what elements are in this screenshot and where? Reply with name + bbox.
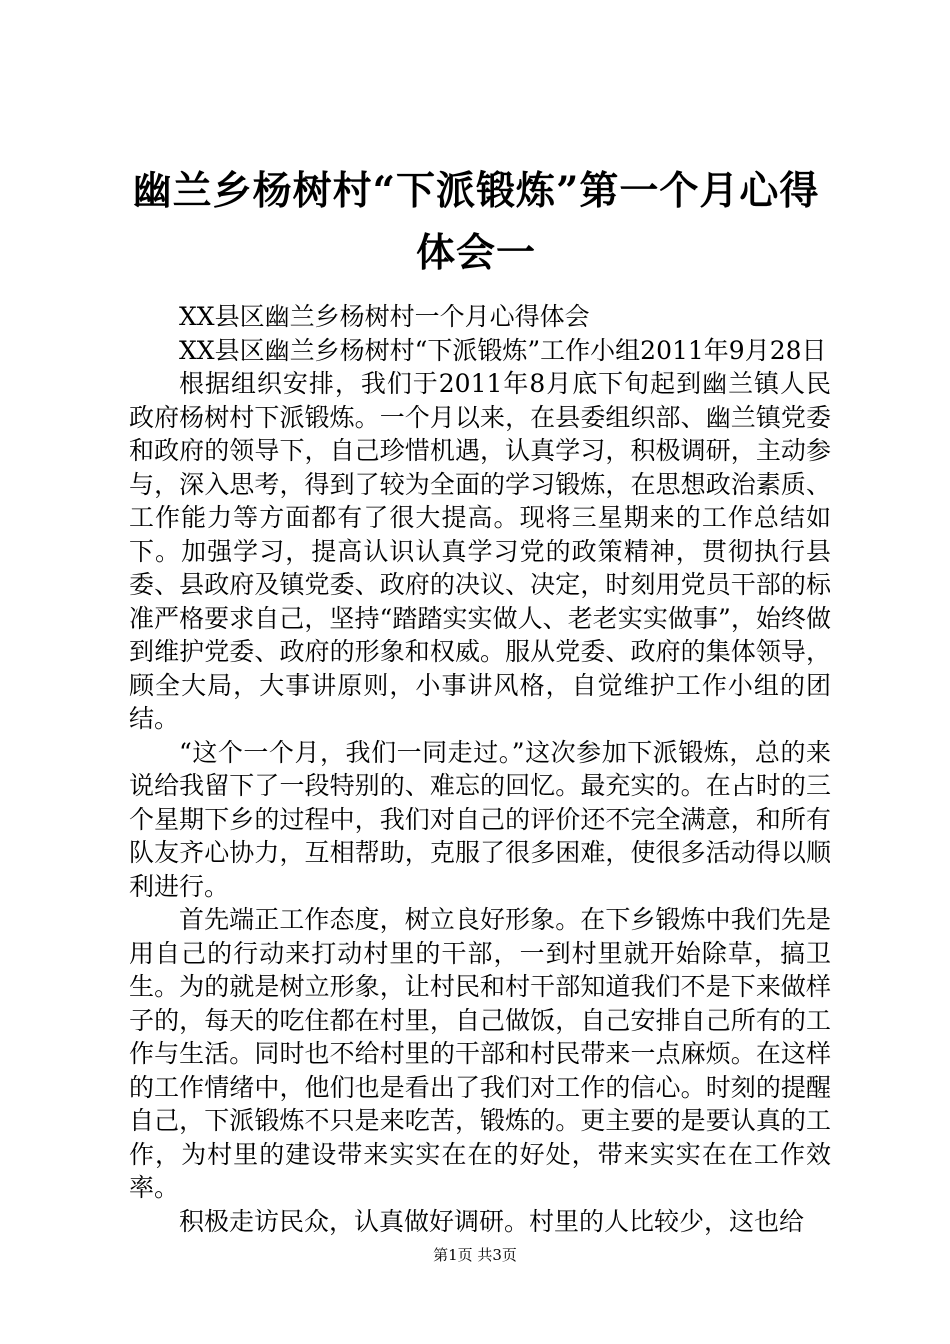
document-body [129, 300, 831, 1238]
subtitle-paragraph: XX县区幽兰乡杨树村一个月心得体会 [179, 302, 590, 331]
body-paragraph: 首先端正工作态度，树立良好形象。在下乡锻炼中我们先是用自己的行动来打动村里的干部，一到村里就开始除草，搞卫生。为的就是树立形象，让村民和村干部知道我们不是下来做样子的，每天的吃住都在村里，自己做饭，自己安排自己所有的工作与生活。同时也不给村里的干部和村民带来一点麻烦。在这样的工作情绪中，他们也是看出了我们对工作的信心。时刻的提醒自己，下派锻炼不只是来吃苦，锻炼的。更主要的是要认真的工作，为村里的建设带来实实在在的好处，带来实实在在工作效率。 [129, 905, 831, 1202]
document-title: 幽兰乡杨树村“下派锻炼”第一个月心得体会一 [132, 168, 820, 276]
page-number-footer: 第1页 共3页 [433, 1246, 517, 1264]
body-paragraph: 积极走访民众，认真做好调研。村里的人比较少，这也给 [179, 1206, 805, 1236]
author-date-paragraph: XX县区幽兰乡杨树村“下派锻炼”工作小组2011年9月28日 [179, 335, 827, 365]
body-paragraph: 根据组织安排，我们于2011年8月底下旬起到幽兰镇人民政府杨树村下派锻炼。一个月以来，在县委组织部、幽兰镇党委和政府的领导下，自己珍惜机遇，认真学习，积极调研，主动参与，深入思考，得到了较为全面的学习锻炼，在思想政治素质、工作能力等方面都有了很大提高。现将三星期来的工作总结如下。加强学习，提高认识认真学习党的政策精神，贯彻执行县委、县政府及镇党委、政府的决议、决定，时刻用党员干部的标准严格要求自己，坚持“踏踏实实做人、老老实实做事”，始终做到维护党委、政府的形象和权威。服从党委、政府的集体领导，顾全大局，大事讲原则，小事讲风格，自觉维护工作小组的团结。 [129, 369, 831, 733]
body-paragraph: “这个一个月，我们一同走过。”这次参加下派锻炼，总的来说给我留下了一段特别的、难忘的回忆。最充实的。在占时的三个星期下乡的过程中，我们对自己的评价还不完全满意，和所有队友齐心协力，互相帮助，克服了很多困难，使很多活动得以顺利进行。 [129, 737, 831, 901]
